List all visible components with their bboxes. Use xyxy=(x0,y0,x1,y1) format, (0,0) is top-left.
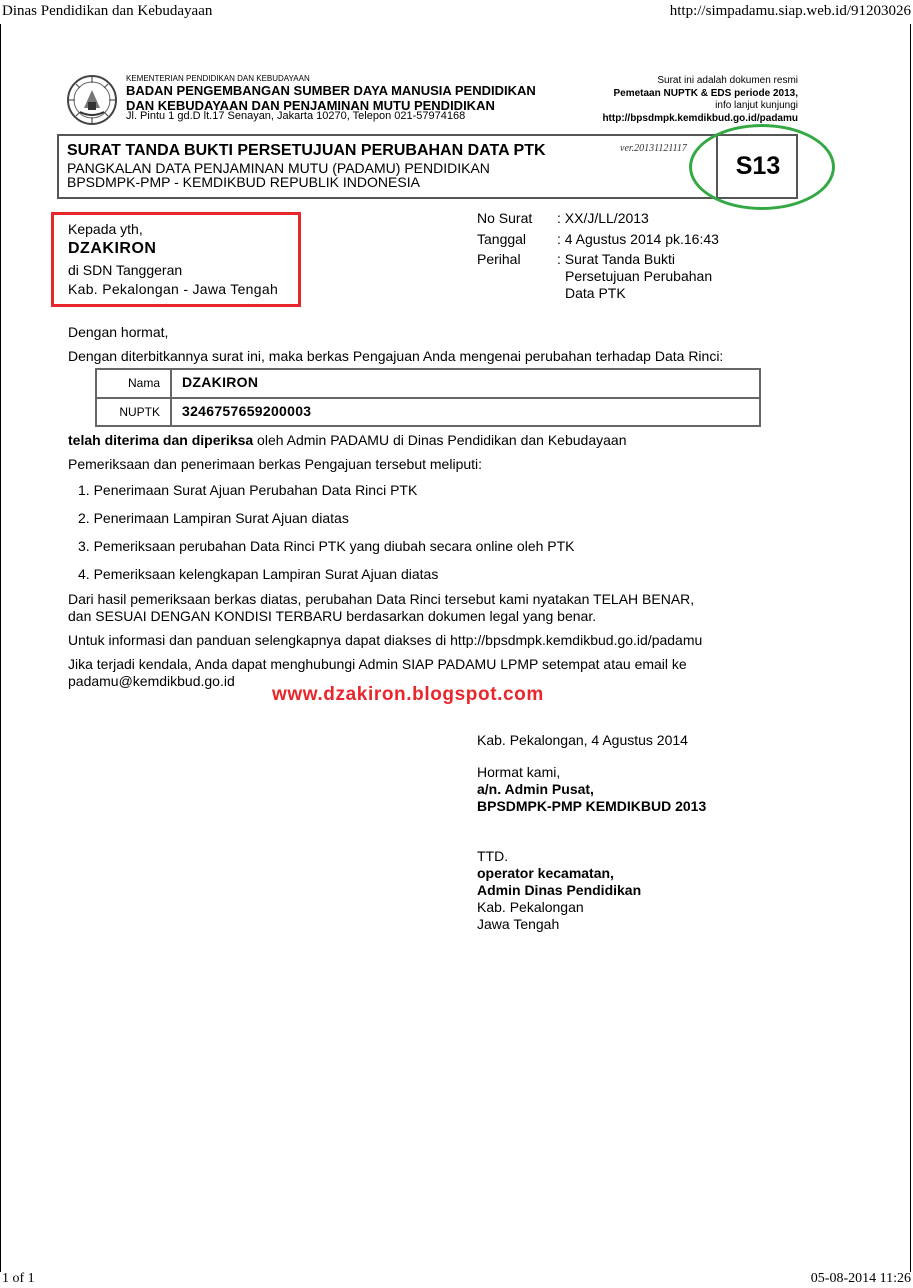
recipient-region: Kab. Pekalongan - Jawa Tengah xyxy=(68,281,279,297)
subject-line1: : Surat Tanda Bukti xyxy=(557,251,676,267)
print-header-title: Dinas Pendidikan dan Kebudayaan xyxy=(2,3,213,19)
signature-admin: Admin Dinas Pendidikan xyxy=(477,882,642,898)
agency-address: Jl. Pintu 1 gd.D lt.17 Senayan, Jakarta 10270, Telepon 021-57974168 xyxy=(126,110,466,122)
official-document-note xyxy=(602,75,798,125)
letter-subject-label: Perihal xyxy=(477,251,521,267)
signature-regards: Hormat kami, xyxy=(477,764,561,780)
received-suffix: oleh Admin PADAMU di Dinas Pendidikan dan Kebudayaan xyxy=(253,432,627,448)
result-paragraph xyxy=(68,591,694,625)
letter-subject-value xyxy=(557,251,712,302)
code-highlight-circle xyxy=(689,124,835,210)
agency-name xyxy=(126,83,536,113)
ministry-emblem-icon xyxy=(66,74,118,126)
side-note-line3: info lanjut kunjungi xyxy=(715,100,798,111)
received-bold: telah diterima dan diperiksa xyxy=(68,432,254,448)
signature-ttd-block xyxy=(477,848,641,933)
check-item-4: 4. Pemeriksaan kelengkapan Lampiran Surat Ajuan diatas xyxy=(78,566,439,582)
subtitle-line2: BPSDMPK-PMP - KEMDIKBUD REPUBLIK INDONESIA xyxy=(67,174,420,190)
signature-role: operator kecamatan, xyxy=(477,865,614,881)
agency-name-line2: DAN KEBUDAYAAN DAN PENJAMINAN MUTU PENDIDIKAN xyxy=(126,98,495,113)
table-nuptk-label: NUPTK xyxy=(119,405,160,419)
info-paragraph: Untuk informasi dan panduan selengkapnya dapat diakses di http://bpsdmpk.kemdikbud.go.id/padamu xyxy=(68,632,703,648)
document-code: S13 xyxy=(716,134,798,199)
side-note-line2: Pemetaan NUPTK & EDS periode 2013, xyxy=(613,87,798,99)
contact-email: padamu@kemdikbud.go.id xyxy=(68,673,235,689)
subject-line2: Persetujuan Perubahan xyxy=(565,268,713,284)
letter-date-label: Tanggal xyxy=(477,231,527,247)
letter-number-label: No Surat xyxy=(477,210,533,226)
side-note-line1: Surat ini adalah dokumen resmi xyxy=(657,75,798,86)
document-subtitle xyxy=(67,161,490,189)
checks-intro: Pemeriksaan dan penerimaan berkas Pengajuan tersebut meliputi: xyxy=(68,456,483,472)
recipient-name: DZAKIRON xyxy=(68,240,157,257)
subject-line3: Data PTK xyxy=(565,285,626,301)
contact-line1: Jika terjadi kendala, Anda dapat menghubungi Admin SIAP PADAMU LPMP setempat atau email ke xyxy=(68,656,687,672)
recipient-greeting: Kepada yth, xyxy=(68,221,143,237)
blog-watermark: www.dzakiron.blogspot.com xyxy=(272,684,544,705)
letter-number-value: : XX/J/LL/2013 xyxy=(557,210,649,226)
table-name-label: Nama xyxy=(127,376,160,390)
received-paragraph xyxy=(68,432,626,449)
result-line1: Dari hasil pemeriksaan berkas diatas, perubahan Data Rinci tersebut kami nyatakan TELAH BENAR, xyxy=(68,591,695,607)
check-item-1: 1. Penerimaan Surat Ajuan Perubahan Data Rinci PTK xyxy=(78,482,418,498)
version-label: ver.20131121117 xyxy=(620,143,687,154)
check-item-2: 2. Penerimaan Lampiran Surat Ajuan diatas xyxy=(78,510,349,526)
table-name-value: DZAKIRON xyxy=(182,374,259,390)
print-header-url: http://simpadamu.siap.web.id/91203026 xyxy=(669,3,911,19)
print-footer-page: 1 of 1 xyxy=(2,1271,35,1286)
table-divider xyxy=(95,397,761,399)
signature-on-behalf: a/n. Admin Pusat, xyxy=(477,781,594,797)
signature-kab: Kab. Pekalongan xyxy=(477,899,584,915)
signature-org: BPSDMPK-PMP KEMDIKBUD 2013 xyxy=(477,798,707,814)
signature-prov: Jawa Tengah xyxy=(477,916,560,932)
letter-date-value: : 4 Agustus 2014 pk.16:43 xyxy=(557,231,719,247)
subtitle-line1: PANGKALAN DATA PENJAMINAN MUTU (PADAMU) PENDIDIKAN xyxy=(67,160,490,176)
side-note-url: http://bpsdmpk.kemdikbud.go.id/padamu xyxy=(602,112,798,124)
ministry-name: KEMENTERIAN PENDIDIKAN DAN KEBUDAYAAN xyxy=(126,74,310,83)
table-nuptk-value: 3246757659200003 xyxy=(182,403,312,419)
signature-ttd: TTD. xyxy=(477,848,509,864)
agency-name-line1: BADAN PENGEMBANGAN SUMBER DAYA MANUSIA PENDIDIKAN xyxy=(126,83,536,98)
signature-place-date: Kab. Pekalongan, 4 Agustus 2014 xyxy=(477,732,688,748)
intro-paragraph: Dengan diterbitkannya surat ini, maka berkas Pengajuan Anda mengenai perubahan terhadap Data Rinci: xyxy=(68,348,724,364)
signature-block xyxy=(477,764,706,815)
document-title: SURAT TANDA BUKTI PERSETUJUAN PERUBAHAN DATA PTK xyxy=(67,142,546,159)
recipient-school: di SDN Tanggeran xyxy=(68,262,183,278)
table-column-divider xyxy=(170,368,172,427)
result-line2: dan SESUAI DENGAN KONDISI TERBARU berdasarkan dokumen legal yang benar. xyxy=(68,608,597,624)
print-footer-datetime: 05-08-2014 11:26 xyxy=(810,1271,911,1286)
salutation: Dengan hormat, xyxy=(68,324,169,340)
check-item-3: 3. Pemeriksaan perubahan Data Rinci PTK yang diubah secara online oleh PTK xyxy=(78,538,575,554)
